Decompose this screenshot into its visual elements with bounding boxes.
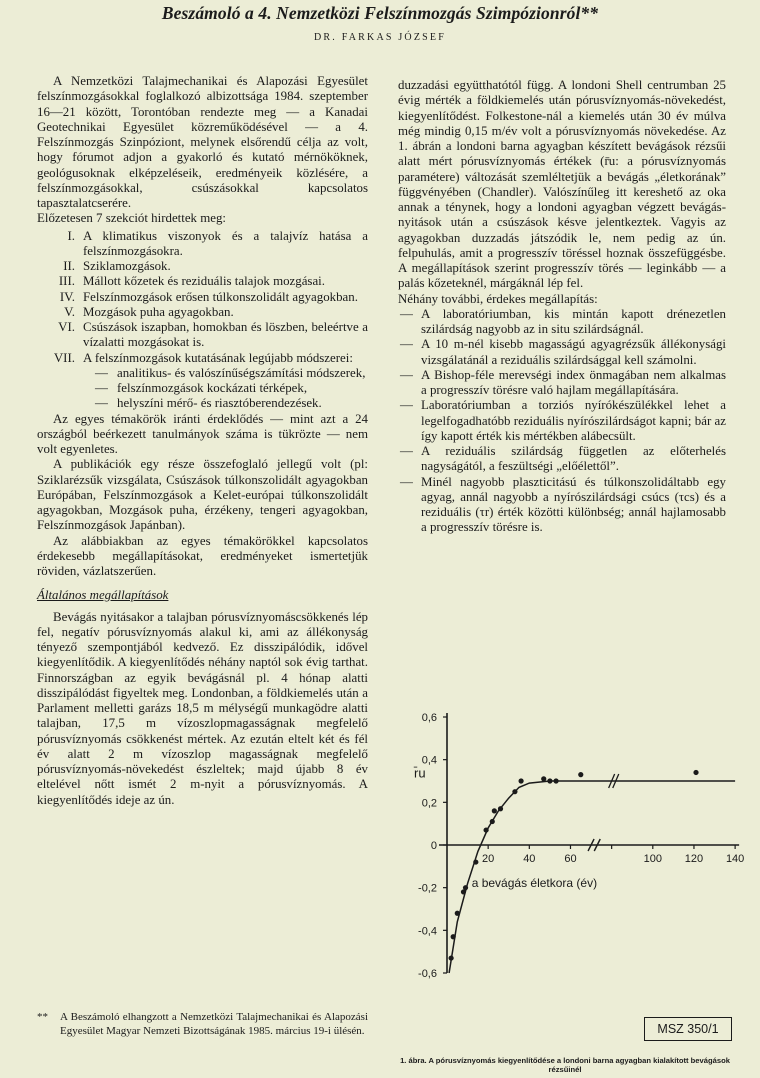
author-name: DR. FARKAS JÓZSEF — [314, 32, 446, 43]
data-point — [518, 778, 523, 783]
x-tick-label: 40 — [523, 853, 536, 865]
section-item — [37, 320, 368, 351]
section-number: V. — [64, 304, 75, 319]
x-axis-label: a bevágás életkora (év) — [471, 876, 598, 890]
finding-item: — A 10 m-nél kisebb magasságú agyagrézsűk állékonysági vizsgálatánál a reziduális szilárdsággal kell számolni. — [398, 337, 726, 368]
data-point — [553, 778, 558, 783]
data-point — [693, 770, 698, 775]
y-tick-label: 0 — [430, 840, 437, 852]
interest-paragraph: Az egyes témakörök iránti érdeklődés — mint azt a 24 országból beérkezett tanulmányok száma is tükrözte — nem volt egyenletes. — [37, 411, 368, 456]
section-item — [37, 274, 368, 289]
finding-item: — A laboratóriumban, kis mintán kapott drénezetlen szilárdság nagyobb az in situ szilárdságnál. — [398, 307, 726, 338]
figure-caption: 1. ábra. A pórusvíznyomás kiegyenlítődése a londoni barna agyagban kialakított bevágások rézsűinél — [400, 1056, 730, 1074]
publications-paragraph: A publikációk egy része összefoglaló jellegű volt (pl: Sziklarézsűk vizsgálata, Csúszások túlkonszolidált agyagokban Európában, Felszínmozgások a Kelet-európai túlkonszolidált agyagokban, Mozgások puha, érzékeny, tengeri agyagokban, Felszínmozgások Japánban). — [37, 457, 368, 533]
section-item — [37, 290, 368, 305]
data-point — [451, 934, 456, 939]
data-point — [492, 808, 497, 813]
section-text: Mozgások puha agyagokban. — [83, 304, 234, 319]
right-column — [398, 78, 726, 536]
general-paragraph: Bevágás nyitásakor a talajban pórusvíznyomáscsökkenés lép fel, negatív pórusvíznyomás alakul ki, ami az állékonyság tényező szempontjából kedvező. Ez disszipálódik, idővel kiegyenlítődik. A kiegyenlítődés néhány naptól sok évig tarthat. Finnországban az egyik bevágásnál pl. 4 hónap alatti disszipálódást figyeltek meg. Londonban, a földkiemelés után a Parlament melletti garázs 18,5 m mélységű munkagödre alatti talajban, 17,5 m vízoszlopmagasságnak megfelelő pórusvíznyomás csökkenést mértek. Az ezután eltelt két és fél év alatt 2 m vízoszlop magasságnak megfelelő pórusvíznyomás-növekedést észleltek; majd újabb 8 év eltelével nőtt ismét 2 m-nyit a pórusvíznyomás. A kiegyenlítődés ideje az ún. — [37, 609, 368, 807]
y-tick-label: 0,6 — [421, 712, 437, 724]
y-tick-label: 0,2 — [421, 797, 437, 810]
data-point — [455, 911, 460, 916]
section-text: Mállott kőzetek és reziduális talajok mozgásai. — [83, 274, 325, 289]
data-point — [547, 778, 552, 783]
continued-paragraph: duzzadási együtthatótól függ. A londoni Shell centrumban 25 évig mérték a földkiemelés után pórusvíznyomás-növekedést, kiegyenlítődést. Folkestone-nál a kiemelés után 30 év múlva még mindig 0,15 m/év volt a pórusvíznyomás növekedése. Az 1. ábrán a londoni barna agyagban készített bevágások rézsűi alatt mért pórusvíznyomás értékek (r̄u: a pórusvíznyomás paramétere) változását szemléltetjük a bevágás „életkorának” függvényében (Chandler). Valószínűleg itt kereshető az oka annak a ténynek, hogy a londoni agyagban végzett bevágás-nyitások után a csúszások késve jelentkeztek. Vagyis az agyagokban duzzadás játszódik le, nem pedig az ún. felpuhulás, amit a progresszív töréssel hoznak összefüggésbe. A megállapítások szerint progresszív törés — leginkább — a palás kőzeteknél, márgáknál lép fel. — [398, 78, 726, 291]
section-number: VI. — [58, 320, 75, 334]
section-subheading: Általános megállapítások — [37, 588, 169, 603]
y-tick-label: 0,4 — [421, 754, 437, 767]
data-point — [498, 806, 503, 811]
pore-pressure-chart — [410, 680, 745, 1020]
y-tick-label: -0,6 — [418, 968, 437, 980]
finding-item: — A Bishop-féle merevségi index önmagában nem alkalmas a progresszív törésre való hajlam megállapítására. — [398, 368, 726, 399]
x-tick-label: 140 — [725, 853, 745, 865]
section-item — [37, 305, 368, 320]
section-text: A felszínmozgások kutatásának legújabb módszerei: — [83, 350, 353, 365]
section-number: II. — [63, 259, 75, 273]
section-text: Sziklamozgások. — [83, 259, 171, 273]
left-column — [37, 74, 368, 808]
findings-intro: Néhány további, érdekes megállapítás: — [398, 291, 598, 306]
section-number: VII. — [53, 350, 75, 365]
data-point — [484, 827, 489, 832]
methods-list — [37, 366, 368, 412]
intro-paragraph: A Nemzetközi Talajmechanikai és Alapozási Egyesület felszínmozgásokkal foglalkozó albizottsága 1984. szeptember 16—21 között, Torontóban rendezte meg — a Kanadai Geotechnikai Egyesület közreműködésével — a 4. Felszínmozgás Szinpóziont, melynek elsőrendű célja az volt, hogy fórumot adjon a gyakorló és kutató mérnököknek, geológusoknak elképzeléseik, eredményeik közlésére, a felszínmozgásokkal, csúszásokkal kapcsolatos tapasztalatcserére. — [37, 74, 368, 210]
y-axis-label: r̄u — [414, 765, 426, 781]
section-item — [37, 229, 368, 260]
standard-stamp: MSZ 350/1 — [644, 1017, 732, 1041]
x-tick-label: 120 — [684, 853, 704, 865]
section-text: A klimatikus viszonyok és a talajvíz hatása a felszínmozgásokra. — [83, 228, 368, 258]
data-point — [541, 776, 546, 781]
footnote — [37, 1010, 368, 1038]
section-number: III. — [58, 274, 75, 289]
finding-item: — A reziduális szilárdság független az előterhelés nagyságától, a feszültségi „előélettől”. — [398, 444, 726, 475]
footnote-text: A Beszámoló elhangzott a Nemzetközi Talajmechanikai és Alapozási Egyesület Magyar Nemzeti Bizottságának 1985. március 19-i ülésén. — [60, 1011, 368, 1037]
section-number: IV. — [59, 289, 75, 304]
x-tick-label: 100 — [643, 853, 662, 865]
section-item — [37, 351, 368, 366]
data-point — [463, 885, 468, 890]
finding-item: — Laboratóriumban a torziós nyírókészülékkel lehet a legelfogadhatóbb reziduális nyírószilárdságot kapni; bár az így kapott érték kis mértékben alábecsült. — [398, 398, 726, 444]
section-text: Felszínmozgások erősen túlkonszolidált agyagokban. — [83, 289, 358, 304]
section-item — [37, 259, 368, 274]
y-tick-label: -0,2 — [418, 882, 437, 895]
data-point — [473, 859, 478, 864]
article-title: Beszámoló a 4. Nemzetközi Felszínmozgás Szimpózionról** — [161, 3, 599, 23]
findings-list — [398, 307, 726, 536]
section-text: Csúszások iszapban, homokban és löszben, beleértve a vízalatti mozgásokat is. — [83, 320, 368, 350]
method-item: — analitikus- és valószínűségszámítási módszerek, — [95, 366, 368, 381]
data-point — [490, 819, 495, 824]
sections-intro: Előzetesen 7 szekciót hirdettek meg: — [37, 211, 226, 226]
sections-list — [37, 229, 368, 366]
data-point — [512, 789, 517, 794]
x-tick-label: 60 — [564, 853, 577, 865]
data-point — [449, 955, 454, 960]
method-item: — helyszíni mérő- és riasztóberendezések. — [95, 396, 368, 411]
y-tick-label: -0,4 — [418, 925, 437, 938]
x-tick-label: 20 — [482, 853, 495, 865]
method-item: — felszínmozgások kockázati térképek, — [95, 381, 368, 396]
section-number: I. — [67, 228, 75, 243]
summary-paragraph: Az alábbiakban az egyes témakörökkel kapcsolatos érdekesebb megállapításokat, eredményeket ismertetjük röviden, vázlatszerűen. — [37, 533, 368, 578]
footnote-mark: ** — [37, 1011, 48, 1023]
data-point — [578, 772, 583, 777]
finding-item: — Minél nagyobb plaszticitású és túlkonszolidáltabb egy agyag, annál nagyobb a nyírószilárdsági csúcs (τcs) és a reziduális (τr) érték közötti különbség; annál hajlamosabb a progresszív törésre is. — [398, 475, 726, 536]
